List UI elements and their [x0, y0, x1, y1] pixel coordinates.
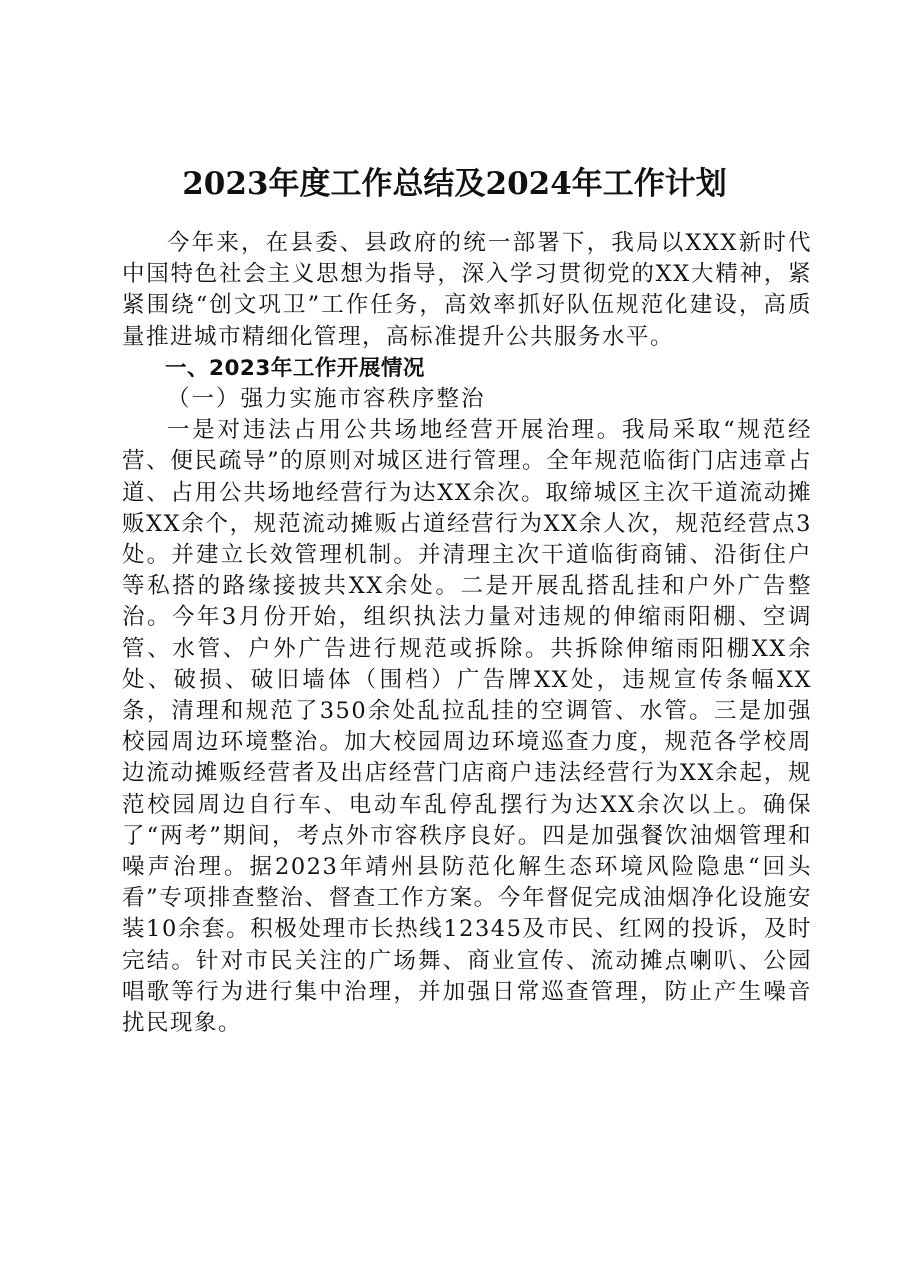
body-paragraph: 一是对违法占用公共场地经营开展治理。我局采取“规范经营、便民疏导”的原则对城区进行管理。全年规范临街门店违章占道、占用公共场地经营行为达XX余次。取缔城区主次干道流动摊贩XX余个，规范流动摊贩占道经营行为XX余人次，规范经营点3处。并建立长效管理机制。并清理主次干道临街商铺、沿街住户等私搭的路缘接披共XX余处。二是开展乱搭乱挂和户外广告整治。今年3月份开始，组织执法力量对违规的伸缩雨阳棚、空调管、水管、户外广告进行规范或拆除。共拆除伸缩雨阳棚XX余处、破损、破旧墙体（围档）广告牌XX处，违规宣传条幅XX条，清理和规范了350余处乱拉乱挂的空调管、水管。三是加强校园周边环境整治。加大校园周边环境巡查力度，规范各学校周边流动摊贩经营者及出店经营门店商户违法经营行为XX余起，规范校园周边自行车、电动车乱停乱摆行为达XX余次以上。确保了“两考”期间，考点外市容秩序良好。四是加强餐饮油烟管理和噪声治理。据2023年靖州县防范化解生态环境风险隐患“回头看”专项排查整治、督查工作方案。今年督促完成油烟净化设施安装10余套。积极处理市长热线12345及市民、红网的投诉，及时完结。针对市民关注的广场舞、商业宣传、流动摊点喇叭、公园唱歌等行为进行集中治理，并加强日常巡查管理，防止产生噪音扰民现象。	[122, 417, 812, 1037]
subsection-heading: （一）强力实施市容秩序整治	[167, 386, 486, 413]
intro-paragraph: 今年来，在县委、县政府的统一部署下，我局以XXX新时代中国特色社会主义思想为指导，深入学习贯彻党的XX大精神，紧紧围绕“创文巩卫”工作任务，高效率抓好队伍规范化建设，高质量推进城市精细化管理，高标准提升公共服务水平。	[122, 230, 812, 350]
section-heading: 一、2023年工作开展情况	[165, 355, 425, 381]
document-title: 2023年度工作总结及2024年工作计划	[182, 166, 727, 202]
document-body	[122, 228, 812, 1039]
